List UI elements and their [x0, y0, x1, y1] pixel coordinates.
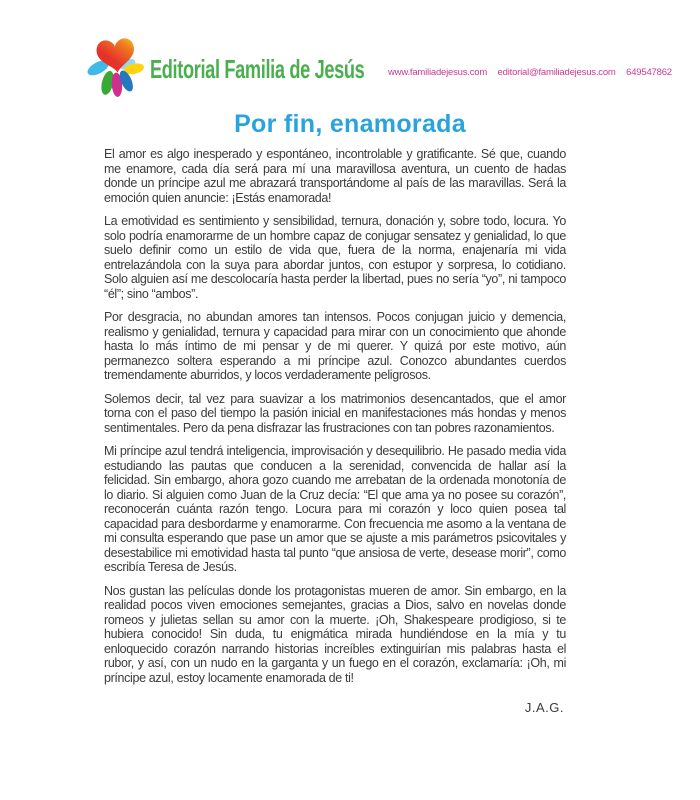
- body-paragraph: Mi príncipe azul tendrá inteligencia, improvisación y desequilibrio. He pasado media vida estudiando las pautas que conducen a la serenidad, convencida de hallar así la felicidad. Sin embargo, ahora gozo cuando me arrebatan de la ordenada monotonía de lo diario. Si alguien como Juan de la Cruz decía: “El que ama ya no posee su corazón”, reconocerán cuánta razón tengo. Locura para mi corazón y loco quien posea tal capacidad para desbordarme y enamorarme. Con frecuencia me asomo a la ventana de mi consulta esperando que pase un amor que se ajuste a mis parámetros psicovitales y desestabilice mi emotividad hasta tal punto “que ansiosa de verte, desease morir”, como escribía Teresa de Jesús.: [104, 444, 566, 574]
- brand-box: [150, 54, 386, 85]
- contact-email: editorial@familiadejesus.com: [497, 66, 616, 78]
- body-paragraph: Por desgracia, no abundan amores tan intensos. Pocos conjugan juicio y demencia, realismo y genialidad, ternura y capacidad para mirar con un conocimiento que ahonde hasta lo más íntimo de mi pensar y de mi querer. Y quizá por este motivo, aún permanezco soltera esperando a mi príncipe azul. Conozco abundantes cuerdos tremendamente aburridos, y locos verdaderamente peligrosos.: [104, 310, 566, 382]
- contact-website: www.familiadejesus.com: [388, 66, 488, 78]
- contact-info: [388, 67, 672, 78]
- body-paragraph: El amor es algo inesperado y espontáneo, incontrolable y gratificante. Sé que, cuando me enamore, cada día será para mí una maravillosa aventura, un cuento de hadas donde un príncipe azul me abrazará transportándome al país de las maravillas. Será la emoción quien anuncie: ¡Estás enamorada!: [104, 147, 566, 205]
- body-paragraph: Nos gustan las películas donde los protagonistas mueren de amor. Sin embargo, en la realidad pocos viven emociones semejantes, gracias a Dios, salvo en novelas donde romeos y julietas sellan su amor con la muerte. ¡Oh, Shakespeare prodigioso, si te hubiera conocido! Sin duda, tu enigmática mirada hundiéndose en la mía y tu enloquecido corazón narrando historias increíbles extinguirían mis palabras hasta el rubor, y así, con un nudo en la garganta y un fuego en el corazón, exclamaría: ¡Oh, mi príncipe azul, estoy locamente enamorada de ti!: [104, 583, 566, 685]
- body-paragraph: La emotividad es sentimiento y sensibilidad, ternura, donación y, sobre todo, locura. Yo solo podría enamorarme de un hombre capaz de conjugar sensatez y genialidad, lo que suelo definir como un estilo de vida que, fuera de la norma, enajenaría mi vida entrelazándola con la suya para abordar juntos, con estupor y sorpresa, lo cotidiano. Solo alguien así me descolocaría hasta perder la libertad, pues no sería “yo”, ni tampoco “él”; sino “ambos”.: [104, 214, 566, 301]
- page-title: Por fin, enamorada: [234, 110, 466, 138]
- header: [86, 32, 680, 100]
- contact-phone: 649547862: [626, 66, 672, 78]
- body-paragraph: Solemos decir, tal vez para suavizar a los matrimonios desencantados, que el amor torna con el paso del tiempo la pasión inicial en manifestaciones más hondas y menos sentimentales. Pero da pena disfrazar las frustraciones con tan pobres razonamientos.: [104, 391, 566, 435]
- document-body: [104, 147, 566, 716]
- heart-hand-logo-icon: [86, 34, 146, 98]
- brand-name: Editorial Familia de Jesús: [150, 53, 365, 84]
- author-signature: J.A.G.: [524, 700, 564, 715]
